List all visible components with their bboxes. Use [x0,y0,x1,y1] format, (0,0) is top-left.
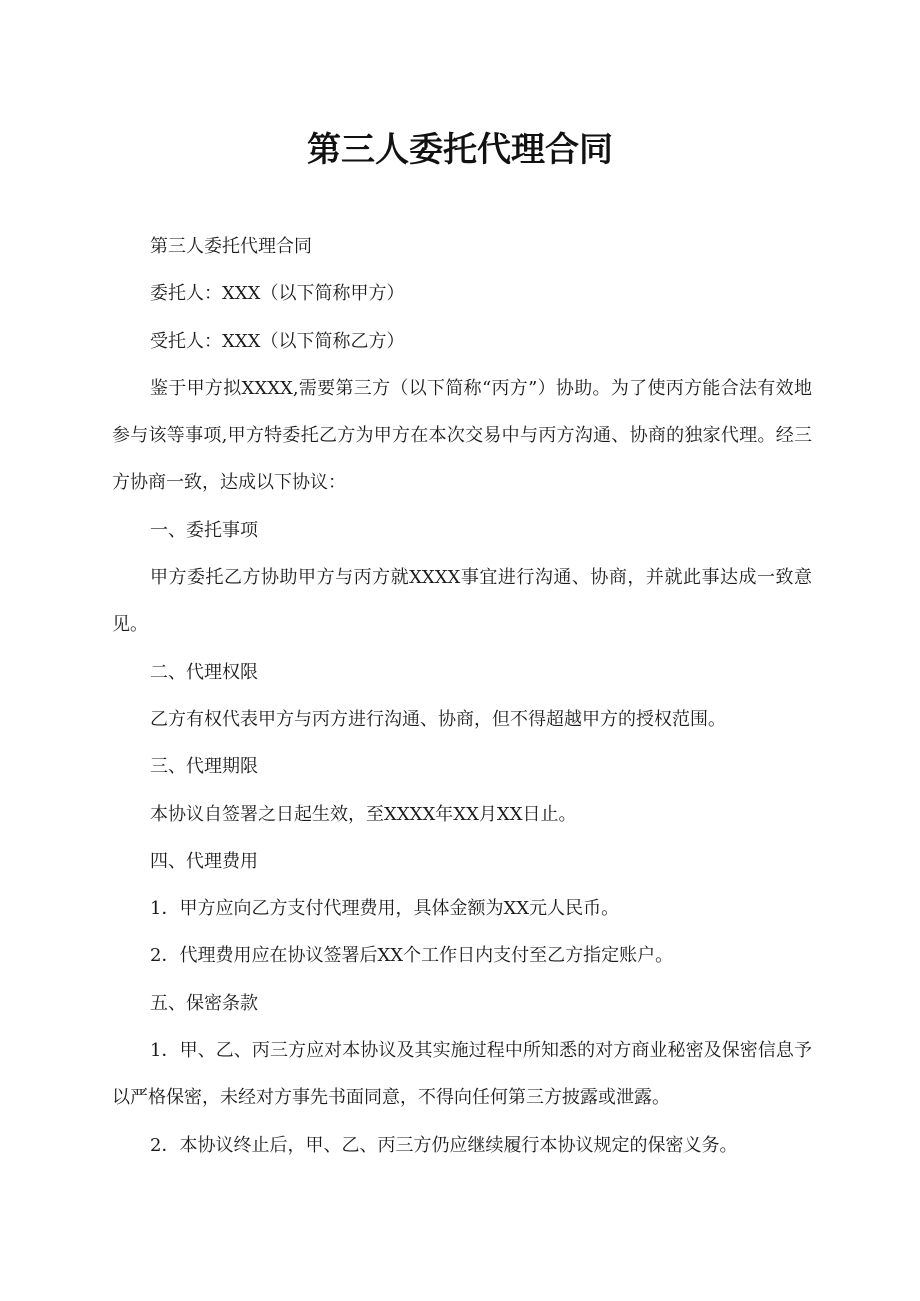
section-heading-agency-term: 三、代理期限 [150,756,258,778]
section-heading-confidentiality: 五、保密条款 [150,992,258,1014]
paragraph-fee-clause-2: 2．代理费用应在协议签署后XX个工作日内支付至乙方指定账户。 [150,945,674,967]
document-body [112,223,812,1169]
paragraph-confidentiality-clause-2: 2．本协议终止后，甲、乙、丙三方仍应继续履行本协议规定的保密义务。 [150,1134,738,1156]
paragraph-contract-name: 第三人委托代理合同 [150,236,312,257]
section-heading-agency-authority: 二、代理权限 [150,661,258,683]
paragraph-agency-authority: 乙方有权代表甲方与丙方进行沟通、协商，但不得超越甲方的授权范围。 [150,708,726,730]
paragraph-agency-term: 本协议自签署之日起生效，至XXXX年XX月XX日止。 [150,803,577,825]
paragraph-principal: 委托人：XXX（以下简称甲方） [150,283,405,305]
paragraph-confidentiality-clause-1: 1．甲、乙、丙三方应对本协议及其实施过程中所知悉的对方商业秘密及保密信息予以严格保密，未经对方事先书面同意，不得向任何第三方披露或泄露。 [112,1040,812,1109]
section-heading-agency-fees: 四、代理费用 [150,850,258,872]
document-title: 第三人委托代理合同 [307,130,613,170]
section-heading-entrusted-matters: 一、委托事项 [150,519,258,541]
paragraph-fee-clause-1: 1．甲方应向乙方支付代理费用，具体金额为XX元人民币。 [150,898,620,920]
paragraph-entrusted-matters: 甲方委托乙方协助甲方与丙方就XXXX事宜进行沟通、协商，并就此事达成一致意见。 [112,567,812,636]
paragraph-preamble: 鉴于甲方拟XXXX,需要第三方（以下简称“丙方”）协助。为了使丙方能合法有效地参与该等事项,甲方特委托乙方为甲方在本次交易中与丙方沟通、协商的独家代理。经三方协商一致，达成以下协议： [112,377,812,494]
paragraph-agent: 受托人：XXX（以下简称乙方） [150,330,405,352]
